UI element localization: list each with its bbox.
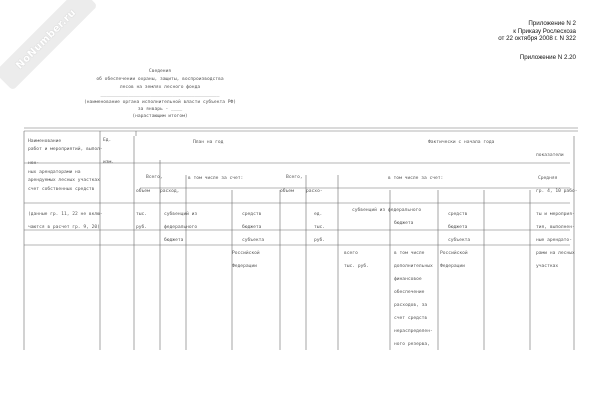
group-note-4: ные арендато- [536, 238, 572, 243]
plan-regional [242, 208, 264, 247]
fact-expense: расхо- [306, 189, 323, 194]
title-line-1: Сведения [148, 69, 172, 74]
regional-line-1: средств [242, 212, 262, 217]
col-unit-2: изм. [103, 160, 115, 165]
col-name-line-8: чаются в расчет гр. 9, 20) [28, 225, 100, 230]
plan-total: Всего, [146, 175, 163, 180]
indicator-label: показатели [536, 153, 564, 158]
col-name-line-1: Наименование [28, 139, 62, 144]
col-name-line-4: ных арендаторами на [28, 169, 81, 175]
unit-tys: тыс. [136, 212, 148, 217]
appendix-number: Приложение N 2.20 [519, 54, 576, 61]
fact-rf-1: Российской [440, 251, 468, 256]
fact-add-6: счет средств [394, 316, 428, 321]
fact-add-5: расходов, за [394, 303, 428, 308]
plan-header: План на год [193, 140, 224, 145]
fact-incl: в том числе за счет: [388, 176, 444, 181]
fact-rf [440, 247, 468, 273]
plan-volume: объем [136, 189, 150, 194]
subv-line-1: субвенций из [164, 212, 198, 217]
fact-total: Всего, [286, 175, 303, 180]
group-note-3: тия, выполнен- [536, 225, 575, 230]
fact-unit-tys: тыс. [314, 225, 326, 230]
col-name-line-5: арендуемых лесных участках [28, 178, 100, 183]
fact-add-1: в том числе [394, 251, 425, 256]
plan-rf [232, 247, 260, 273]
col-name-header [28, 138, 103, 153]
group-note-2: ты и мероприя- [536, 212, 575, 217]
col-name-continued [28, 160, 100, 194]
fact-budget: бюджета [394, 221, 414, 226]
rf-line-2: Федерации [232, 264, 257, 269]
subv-line-3: бюджета [164, 238, 184, 243]
fact-regional-1: средств [448, 212, 468, 217]
col-unit: Ед. [103, 138, 112, 143]
plan-money-unit [136, 208, 147, 234]
fact-additional [394, 247, 433, 351]
fact-unit-rub: руб. [314, 238, 326, 243]
col-name-line-3: нен- [28, 161, 40, 166]
fact-unit-ed: ед. [314, 212, 323, 217]
plan-expense: расход, [160, 189, 180, 194]
fact-regional-2: бюджета [448, 225, 468, 230]
fact-rf-2: Федерации [440, 264, 465, 269]
fact-add-4: обеспечение [394, 290, 425, 295]
col-name-line-6: счет собственных средств [28, 186, 95, 192]
fact-header: Фактически с начала года [428, 140, 495, 145]
fact-regional [448, 208, 470, 247]
group-note-rest [536, 208, 575, 273]
appendix-line-3: от 22 октября 2008 г. N 322 [498, 35, 576, 42]
fact-add-2: дополнительных [394, 264, 433, 269]
appendix-line-1: Приложение N 2 [528, 20, 576, 27]
fact-total-1: всего [344, 251, 358, 256]
fact-add-7: нераспределен- [394, 329, 433, 334]
col-name-line-7: (данные гр. 11, 22 не вклю- [28, 212, 103, 217]
title-line-3: лесов на землях лесного фонда [119, 85, 201, 90]
fact-add-3: финансовое [394, 277, 422, 282]
fact-unit [314, 208, 325, 247]
group-note-5: рами на лесных [536, 251, 575, 256]
group-note-6: участках [536, 264, 559, 269]
fact-total-money [344, 247, 369, 273]
subv-line-2: федерального [164, 225, 198, 230]
watermark-text: NoNumber.ru [13, 6, 79, 72]
period-text: за январь - ____ [137, 107, 183, 112]
col-name-note [28, 208, 103, 234]
appendix-line-2: к Приказу Рослесхоза [513, 27, 576, 35]
fact-total-2: тыс. руб. [344, 264, 369, 269]
fact-volume: объем [280, 189, 294, 194]
title-line-2: об обеспечении охраны, защиты, воспроизводства [96, 77, 224, 82]
regional-line-2: бюджета [242, 225, 262, 230]
avg-label: Средняя [538, 176, 558, 181]
rf-line-1: Российской [232, 251, 260, 256]
fact-regional-3: субъекта [448, 238, 471, 243]
fact-add-8: ного резерва, [394, 342, 430, 347]
plan-subv [164, 208, 197, 247]
col-name-line-2: работ и мероприятий, выпол- [28, 146, 103, 152]
period-note: (нарастающим итогом) [132, 114, 188, 119]
unit-rub: руб. [136, 225, 148, 230]
subject-caption: (наименование органа исполнительной власти субъекта РФ) [83, 100, 237, 105]
subject-rule: ___________________________________________ [100, 93, 220, 98]
regional-line-3: субъекта [242, 238, 265, 243]
group-note-1: гр. 4, 10 рабо- [536, 189, 578, 194]
plan-incl: в том числе за счет: [188, 176, 244, 181]
fact-subv: субвенций из федерального [352, 208, 422, 213]
